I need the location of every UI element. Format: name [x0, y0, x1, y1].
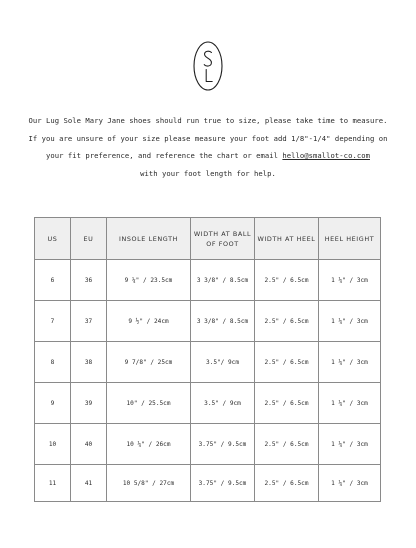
cell-insole-length: 9 ½" / 24cm	[107, 301, 191, 342]
cell-width-heel: 2.5" / 6.5cm	[255, 342, 319, 383]
header-insole-length: INSOLE LENGTH	[107, 218, 191, 260]
header-us: US	[35, 218, 71, 260]
cell-heel-height: 1 ¼" / 3cm	[319, 301, 381, 342]
cell-width-ball: 3.75" / 9.5cm	[191, 465, 255, 502]
table-row	[35, 424, 381, 465]
intro-line-4: with your foot length for help.	[140, 168, 276, 178]
table-row	[35, 465, 381, 502]
cell-width-ball: 3.5" / 9cm	[191, 383, 255, 424]
email-link[interactable]: hello@smallot-co.com	[282, 151, 370, 160]
cell-width-heel: 2.5" / 6.5cm	[255, 465, 319, 502]
cell-width-ball: 3.75" / 9.5cm	[191, 424, 255, 465]
table-row	[35, 383, 381, 424]
cell-width-heel: 2.5" / 6.5cm	[255, 260, 319, 301]
cell-insole-length: 9 ¼" / 23.5cm	[107, 260, 191, 301]
cell-heel-height: 1 ¼" / 3cm	[319, 383, 381, 424]
cell-width-heel: 2.5" / 6.5cm	[255, 383, 319, 424]
cell-eu: 39	[71, 383, 107, 424]
cell-us: 11	[35, 465, 71, 502]
header-width-at-ball-of-foot: WIDTH AT BALL OF FOOT	[191, 218, 255, 260]
cell-us: 7	[35, 301, 71, 342]
fit-instructions	[20, 112, 396, 182]
cell-eu: 37	[71, 301, 107, 342]
intro-line-1: Our Lug Sole Mary Jane shoes should run true to size, please take time to measure.	[28, 116, 388, 125]
intro-line-3	[20, 147, 396, 165]
cell-us: 9	[35, 383, 71, 424]
cell-width-heel: 2.5" / 6.5cm	[255, 301, 319, 342]
intro-line-3-text: your fit preference, and reference the chart or email	[46, 151, 283, 160]
cell-us: 6	[35, 260, 71, 301]
cell-width-heel: 2.5" / 6.5cm	[255, 424, 319, 465]
cell-heel-height: 1 ¼" / 3cm	[319, 424, 381, 465]
table-row	[35, 342, 381, 383]
cell-eu: 41	[71, 465, 107, 502]
cell-us: 10	[35, 424, 71, 465]
cell-insole-length: 10 5/8" / 27cm	[107, 465, 191, 502]
table-header-row	[35, 218, 381, 260]
cell-insole-length: 9 7/8" / 25cm	[107, 342, 191, 383]
header-heel-height: HEEL HEIGHT	[319, 218, 381, 260]
cell-heel-height: 1 ¼" / 3cm	[319, 260, 381, 301]
cell-width-ball: 3 3/8" / 8.5cm	[191, 260, 255, 301]
cell-heel-height: 1 ¼" / 3cm	[319, 465, 381, 502]
cell-us: 8	[35, 342, 71, 383]
cell-eu: 36	[71, 260, 107, 301]
header-width-at-heel: WIDTH AT HEEL	[255, 218, 319, 260]
cell-insole-length: 10" / 25.5cm	[107, 383, 191, 424]
cell-width-ball: 3.5"/ 9cm	[191, 342, 255, 383]
cell-eu: 38	[71, 342, 107, 383]
header-eu: EU	[71, 218, 107, 260]
cell-heel-height: 1 ¼" / 3cm	[319, 342, 381, 383]
intro-line-2: If you are unsure of your size please measure your foot add 1/8"-1/4" depending on	[28, 133, 388, 143]
cell-eu: 40	[71, 424, 107, 465]
cell-width-ball: 3 3/8" / 8.5cm	[191, 301, 255, 342]
sl-monogram-logo	[192, 40, 224, 92]
table-row	[35, 301, 381, 342]
size-chart-table	[34, 217, 381, 502]
cell-insole-length: 10 ¼" / 26cm	[107, 424, 191, 465]
table-row	[35, 260, 381, 301]
